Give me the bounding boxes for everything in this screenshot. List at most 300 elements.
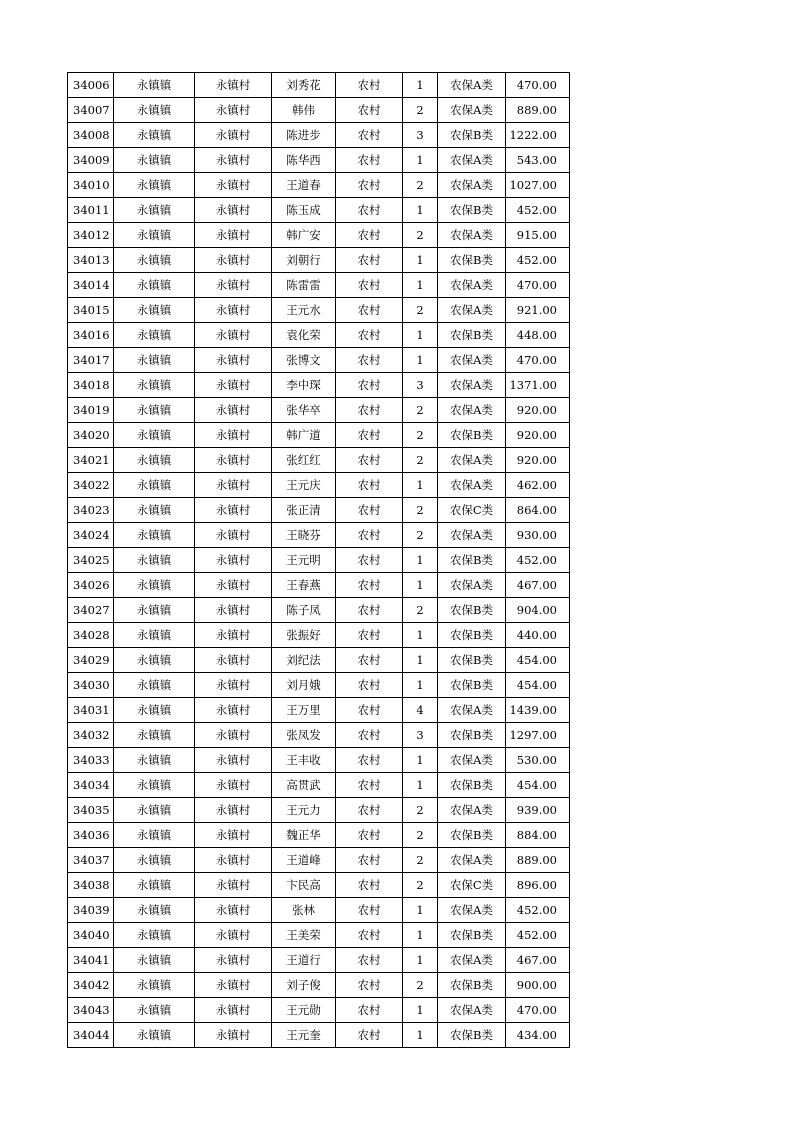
table-row xyxy=(68,873,570,898)
village-cell: 永镇村 xyxy=(195,373,272,398)
household-count-cell: 1 xyxy=(403,773,438,798)
household-count-cell: 1 xyxy=(403,898,438,923)
table-row xyxy=(68,923,570,948)
household-count-cell: 1 xyxy=(403,673,438,698)
village-cell: 永镇村 xyxy=(195,223,272,248)
village-cell: 永镇村 xyxy=(195,948,272,973)
insurance-category-cell: 农保A类 xyxy=(438,148,506,173)
household-count-cell: 2 xyxy=(403,873,438,898)
town-cell: 永镇镇 xyxy=(114,373,195,398)
insurance-category-cell: 农保A类 xyxy=(438,73,506,98)
area-type-cell: 农村 xyxy=(336,698,403,723)
household-count-cell: 1 xyxy=(403,548,438,573)
amount-cell: 452.00 xyxy=(506,548,570,573)
area-type-cell: 农村 xyxy=(336,73,403,98)
household-count-cell: 4 xyxy=(403,698,438,723)
area-type-cell: 农村 xyxy=(336,973,403,998)
table-row xyxy=(68,523,570,548)
household-count-cell: 2 xyxy=(403,498,438,523)
amount-cell: 1027.00 xyxy=(506,173,570,198)
record-id: 34011 xyxy=(68,198,114,223)
table-row xyxy=(68,573,570,598)
table-row xyxy=(68,498,570,523)
town-cell: 永镇镇 xyxy=(114,898,195,923)
table-row xyxy=(68,73,570,98)
table-row xyxy=(68,273,570,298)
record-id: 34015 xyxy=(68,298,114,323)
town-cell: 永镇镇 xyxy=(114,248,195,273)
insurance-category-cell: 农保A类 xyxy=(438,298,506,323)
household-count-cell: 3 xyxy=(403,373,438,398)
town-cell: 永镇镇 xyxy=(114,98,195,123)
table-row xyxy=(68,1023,570,1048)
area-type-cell: 农村 xyxy=(336,98,403,123)
record-id: 34014 xyxy=(68,273,114,298)
village-cell: 永镇村 xyxy=(195,898,272,923)
town-cell: 永镇镇 xyxy=(114,873,195,898)
name-cell: 陈进步 xyxy=(272,123,336,148)
insurance-category-cell: 农保A类 xyxy=(438,398,506,423)
name-cell: 卞民高 xyxy=(272,873,336,898)
record-id: 34018 xyxy=(68,373,114,398)
amount-cell: 543.00 xyxy=(506,148,570,173)
record-id: 34036 xyxy=(68,823,114,848)
amount-cell: 454.00 xyxy=(506,673,570,698)
village-cell: 永镇村 xyxy=(195,598,272,623)
village-cell: 永镇村 xyxy=(195,73,272,98)
village-cell: 永镇村 xyxy=(195,698,272,723)
record-id: 34044 xyxy=(68,1023,114,1048)
amount-cell: 904.00 xyxy=(506,598,570,623)
name-cell: 刘秀花 xyxy=(272,73,336,98)
name-cell: 陈子凤 xyxy=(272,598,336,623)
name-cell: 陈玉成 xyxy=(272,198,336,223)
area-type-cell: 农村 xyxy=(336,873,403,898)
household-count-cell: 1 xyxy=(403,948,438,973)
village-cell: 永镇村 xyxy=(195,723,272,748)
town-cell: 永镇镇 xyxy=(114,773,195,798)
name-cell: 王元勋 xyxy=(272,998,336,1023)
household-count-cell: 3 xyxy=(403,723,438,748)
household-count-cell: 1 xyxy=(403,998,438,1023)
table-row xyxy=(68,698,570,723)
table-row xyxy=(68,348,570,373)
name-cell: 王元水 xyxy=(272,298,336,323)
name-cell: 韩伟 xyxy=(272,98,336,123)
town-cell: 永镇镇 xyxy=(114,1023,195,1048)
village-cell: 永镇村 xyxy=(195,823,272,848)
household-count-cell: 2 xyxy=(403,973,438,998)
name-cell: 张红红 xyxy=(272,448,336,473)
name-cell: 张博文 xyxy=(272,348,336,373)
table-row xyxy=(68,548,570,573)
amount-cell: 452.00 xyxy=(506,198,570,223)
table-row xyxy=(68,948,570,973)
household-count-cell: 2 xyxy=(403,798,438,823)
record-id: 34010 xyxy=(68,173,114,198)
record-id: 34031 xyxy=(68,698,114,723)
insurance-category-cell: 农保B类 xyxy=(438,323,506,348)
name-cell: 高贯武 xyxy=(272,773,336,798)
record-id: 34006 xyxy=(68,73,114,98)
table-row xyxy=(68,798,570,823)
village-cell: 永镇村 xyxy=(195,1023,272,1048)
village-cell: 永镇村 xyxy=(195,148,272,173)
area-type-cell: 农村 xyxy=(336,1023,403,1048)
name-cell: 李中琛 xyxy=(272,373,336,398)
insurance-category-cell: 农保A类 xyxy=(438,223,506,248)
town-cell: 永镇镇 xyxy=(114,498,195,523)
amount-cell: 452.00 xyxy=(506,923,570,948)
household-count-cell: 2 xyxy=(403,523,438,548)
name-cell: 刘朝行 xyxy=(272,248,336,273)
name-cell: 张华卒 xyxy=(272,398,336,423)
insurance-category-cell: 农保B类 xyxy=(438,123,506,148)
area-type-cell: 农村 xyxy=(336,223,403,248)
amount-cell: 921.00 xyxy=(506,298,570,323)
record-id: 34043 xyxy=(68,998,114,1023)
name-cell: 张林 xyxy=(272,898,336,923)
record-id: 34021 xyxy=(68,448,114,473)
insurance-category-cell: 农保A类 xyxy=(438,798,506,823)
table-body xyxy=(68,73,570,1048)
town-cell: 永镇镇 xyxy=(114,948,195,973)
village-cell: 永镇村 xyxy=(195,998,272,1023)
record-id: 34024 xyxy=(68,523,114,548)
household-count-cell: 2 xyxy=(403,448,438,473)
record-id: 34020 xyxy=(68,423,114,448)
town-cell: 永镇镇 xyxy=(114,473,195,498)
amount-cell: 452.00 xyxy=(506,898,570,923)
town-cell: 永镇镇 xyxy=(114,823,195,848)
amount-cell: 1439.00 xyxy=(506,698,570,723)
record-id: 34030 xyxy=(68,673,114,698)
town-cell: 永镇镇 xyxy=(114,448,195,473)
table-row xyxy=(68,323,570,348)
area-type-cell: 农村 xyxy=(336,923,403,948)
village-cell: 永镇村 xyxy=(195,198,272,223)
name-cell: 刘子俊 xyxy=(272,973,336,998)
household-count-cell: 1 xyxy=(403,248,438,273)
insurance-category-cell: 农保A类 xyxy=(438,748,506,773)
household-count-cell: 2 xyxy=(403,823,438,848)
amount-cell: 889.00 xyxy=(506,98,570,123)
record-id: 34037 xyxy=(68,848,114,873)
insurance-category-cell: 农保B类 xyxy=(438,198,506,223)
amount-cell: 448.00 xyxy=(506,323,570,348)
insurance-category-cell: 农保B类 xyxy=(438,673,506,698)
amount-cell: 454.00 xyxy=(506,773,570,798)
amount-cell: 440.00 xyxy=(506,623,570,648)
amount-cell: 900.00 xyxy=(506,973,570,998)
insurance-category-cell: 农保B类 xyxy=(438,548,506,573)
area-type-cell: 农村 xyxy=(336,373,403,398)
household-count-cell: 1 xyxy=(403,348,438,373)
insurance-category-cell: 农保A类 xyxy=(438,273,506,298)
area-type-cell: 农村 xyxy=(336,848,403,873)
village-cell: 永镇村 xyxy=(195,798,272,823)
area-type-cell: 农村 xyxy=(336,798,403,823)
town-cell: 永镇镇 xyxy=(114,73,195,98)
amount-cell: 884.00 xyxy=(506,823,570,848)
town-cell: 永镇镇 xyxy=(114,173,195,198)
household-count-cell: 1 xyxy=(403,648,438,673)
area-type-cell: 农村 xyxy=(336,348,403,373)
area-type-cell: 农村 xyxy=(336,573,403,598)
name-cell: 魏正华 xyxy=(272,823,336,848)
table-row xyxy=(68,223,570,248)
town-cell: 永镇镇 xyxy=(114,698,195,723)
village-cell: 永镇村 xyxy=(195,423,272,448)
household-count-cell: 1 xyxy=(403,748,438,773)
name-cell: 刘月娥 xyxy=(272,673,336,698)
table-row xyxy=(68,648,570,673)
insurance-category-cell: 农保B类 xyxy=(438,1023,506,1048)
town-cell: 永镇镇 xyxy=(114,323,195,348)
household-count-cell: 2 xyxy=(403,98,438,123)
town-cell: 永镇镇 xyxy=(114,598,195,623)
area-type-cell: 农村 xyxy=(336,898,403,923)
table-row xyxy=(68,373,570,398)
town-cell: 永镇镇 xyxy=(114,148,195,173)
record-id: 34008 xyxy=(68,123,114,148)
town-cell: 永镇镇 xyxy=(114,798,195,823)
table-row xyxy=(68,123,570,148)
name-cell: 王道行 xyxy=(272,948,336,973)
area-type-cell: 农村 xyxy=(336,198,403,223)
amount-cell: 920.00 xyxy=(506,448,570,473)
table-row xyxy=(68,773,570,798)
amount-cell: 939.00 xyxy=(506,798,570,823)
town-cell: 永镇镇 xyxy=(114,523,195,548)
amount-cell: 930.00 xyxy=(506,523,570,548)
town-cell: 永镇镇 xyxy=(114,573,195,598)
amount-cell: 920.00 xyxy=(506,398,570,423)
area-type-cell: 农村 xyxy=(336,498,403,523)
name-cell: 刘纪法 xyxy=(272,648,336,673)
table-row xyxy=(68,823,570,848)
village-cell: 永镇村 xyxy=(195,473,272,498)
record-id: 34013 xyxy=(68,248,114,273)
household-count-cell: 2 xyxy=(403,398,438,423)
table-row xyxy=(68,898,570,923)
town-cell: 永镇镇 xyxy=(114,198,195,223)
amount-cell: 1371.00 xyxy=(506,373,570,398)
table-row xyxy=(68,848,570,873)
town-cell: 永镇镇 xyxy=(114,623,195,648)
table-row xyxy=(68,398,570,423)
name-cell: 张正清 xyxy=(272,498,336,523)
table-row xyxy=(68,723,570,748)
area-type-cell: 农村 xyxy=(336,648,403,673)
town-cell: 永镇镇 xyxy=(114,998,195,1023)
area-type-cell: 农村 xyxy=(336,273,403,298)
village-cell: 永镇村 xyxy=(195,248,272,273)
record-id: 34027 xyxy=(68,598,114,623)
town-cell: 永镇镇 xyxy=(114,923,195,948)
household-count-cell: 2 xyxy=(403,173,438,198)
name-cell: 陈华西 xyxy=(272,148,336,173)
area-type-cell: 农村 xyxy=(336,298,403,323)
household-count-cell: 1 xyxy=(403,573,438,598)
household-count-cell: 1 xyxy=(403,473,438,498)
insurance-category-cell: 农保A类 xyxy=(438,348,506,373)
name-cell: 张振好 xyxy=(272,623,336,648)
amount-cell: 470.00 xyxy=(506,273,570,298)
record-id: 34033 xyxy=(68,748,114,773)
name-cell: 王元奎 xyxy=(272,1023,336,1048)
record-id: 34025 xyxy=(68,548,114,573)
amount-cell: 1297.00 xyxy=(506,723,570,748)
record-id: 34035 xyxy=(68,798,114,823)
record-id: 34026 xyxy=(68,573,114,598)
town-cell: 永镇镇 xyxy=(114,973,195,998)
town-cell: 永镇镇 xyxy=(114,748,195,773)
table-row xyxy=(68,748,570,773)
town-cell: 永镇镇 xyxy=(114,548,195,573)
area-type-cell: 农村 xyxy=(336,773,403,798)
record-id: 34032 xyxy=(68,723,114,748)
village-cell: 永镇村 xyxy=(195,498,272,523)
town-cell: 永镇镇 xyxy=(114,848,195,873)
area-type-cell: 农村 xyxy=(336,998,403,1023)
table-row xyxy=(68,248,570,273)
insurance-category-cell: 农保A类 xyxy=(438,573,506,598)
household-count-cell: 1 xyxy=(403,148,438,173)
record-id: 34017 xyxy=(68,348,114,373)
table-row xyxy=(68,623,570,648)
insurance-category-cell: 农保B类 xyxy=(438,598,506,623)
name-cell: 韩广道 xyxy=(272,423,336,448)
name-cell: 王元明 xyxy=(272,548,336,573)
insurance-category-cell: 农保A类 xyxy=(438,448,506,473)
table-row xyxy=(68,473,570,498)
record-id: 34029 xyxy=(68,648,114,673)
insurance-category-cell: 农保B类 xyxy=(438,923,506,948)
household-count-cell: 1 xyxy=(403,273,438,298)
town-cell: 永镇镇 xyxy=(114,423,195,448)
household-count-cell: 2 xyxy=(403,598,438,623)
insurance-category-cell: 农保B类 xyxy=(438,623,506,648)
area-type-cell: 农村 xyxy=(336,173,403,198)
amount-cell: 920.00 xyxy=(506,423,570,448)
area-type-cell: 农村 xyxy=(336,948,403,973)
amount-cell: 1222.00 xyxy=(506,123,570,148)
village-cell: 永镇村 xyxy=(195,623,272,648)
area-type-cell: 农村 xyxy=(336,148,403,173)
household-count-cell: 1 xyxy=(403,73,438,98)
record-id: 34041 xyxy=(68,948,114,973)
insurance-category-cell: 农保B类 xyxy=(438,773,506,798)
village-cell: 永镇村 xyxy=(195,523,272,548)
village-cell: 永镇村 xyxy=(195,923,272,948)
insurance-category-cell: 农保B类 xyxy=(438,973,506,998)
village-cell: 永镇村 xyxy=(195,773,272,798)
area-type-cell: 农村 xyxy=(336,623,403,648)
table-row xyxy=(68,423,570,448)
insurance-category-cell: 农保B类 xyxy=(438,423,506,448)
insurance-category-cell: 农保B类 xyxy=(438,248,506,273)
household-count-cell: 3 xyxy=(403,123,438,148)
name-cell: 王万里 xyxy=(272,698,336,723)
name-cell: 王道春 xyxy=(272,173,336,198)
table-row xyxy=(68,98,570,123)
name-cell: 陈雷雷 xyxy=(272,273,336,298)
table-row xyxy=(68,973,570,998)
area-type-cell: 农村 xyxy=(336,473,403,498)
town-cell: 永镇镇 xyxy=(114,723,195,748)
household-count-cell: 1 xyxy=(403,1023,438,1048)
table-row xyxy=(68,448,570,473)
amount-cell: 454.00 xyxy=(506,648,570,673)
insurance-category-cell: 农保A类 xyxy=(438,948,506,973)
town-cell: 永镇镇 xyxy=(114,398,195,423)
village-cell: 永镇村 xyxy=(195,298,272,323)
area-type-cell: 农村 xyxy=(336,723,403,748)
record-id: 34040 xyxy=(68,923,114,948)
area-type-cell: 农村 xyxy=(336,323,403,348)
area-type-cell: 农村 xyxy=(336,548,403,573)
amount-cell: 889.00 xyxy=(506,848,570,873)
table-row xyxy=(68,598,570,623)
town-cell: 永镇镇 xyxy=(114,273,195,298)
insurance-category-cell: 农保B类 xyxy=(438,823,506,848)
household-count-cell: 1 xyxy=(403,923,438,948)
area-type-cell: 农村 xyxy=(336,448,403,473)
town-cell: 永镇镇 xyxy=(114,298,195,323)
village-cell: 永镇村 xyxy=(195,548,272,573)
village-cell: 永镇村 xyxy=(195,323,272,348)
village-cell: 永镇村 xyxy=(195,748,272,773)
household-count-cell: 1 xyxy=(403,623,438,648)
insurance-category-cell: 农保A类 xyxy=(438,998,506,1023)
area-type-cell: 农村 xyxy=(336,398,403,423)
insurance-category-cell: 农保C类 xyxy=(438,498,506,523)
insurance-category-cell: 农保A类 xyxy=(438,698,506,723)
record-id: 34042 xyxy=(68,973,114,998)
name-cell: 袁化荣 xyxy=(272,323,336,348)
amount-cell: 864.00 xyxy=(506,498,570,523)
record-id: 34039 xyxy=(68,898,114,923)
village-cell: 永镇村 xyxy=(195,448,272,473)
insurance-category-cell: 农保A类 xyxy=(438,373,506,398)
name-cell: 韩广安 xyxy=(272,223,336,248)
insurance-category-cell: 农保A类 xyxy=(438,473,506,498)
village-cell: 永镇村 xyxy=(195,348,272,373)
name-cell: 王元庆 xyxy=(272,473,336,498)
household-count-cell: 2 xyxy=(403,423,438,448)
name-cell: 王道峰 xyxy=(272,848,336,873)
record-id: 34022 xyxy=(68,473,114,498)
amount-cell: 434.00 xyxy=(506,1023,570,1048)
village-cell: 永镇村 xyxy=(195,648,272,673)
table-row xyxy=(68,298,570,323)
insurance-category-cell: 农保B类 xyxy=(438,723,506,748)
area-type-cell: 农村 xyxy=(336,748,403,773)
amount-cell: 467.00 xyxy=(506,948,570,973)
record-id: 34034 xyxy=(68,773,114,798)
amount-cell: 470.00 xyxy=(506,998,570,1023)
area-type-cell: 农村 xyxy=(336,598,403,623)
name-cell: 王元力 xyxy=(272,798,336,823)
records-table xyxy=(67,72,570,1048)
record-id: 34007 xyxy=(68,98,114,123)
table-row xyxy=(68,173,570,198)
village-cell: 永镇村 xyxy=(195,848,272,873)
name-cell: 王丰收 xyxy=(272,748,336,773)
household-count-cell: 2 xyxy=(403,298,438,323)
table-row xyxy=(68,198,570,223)
